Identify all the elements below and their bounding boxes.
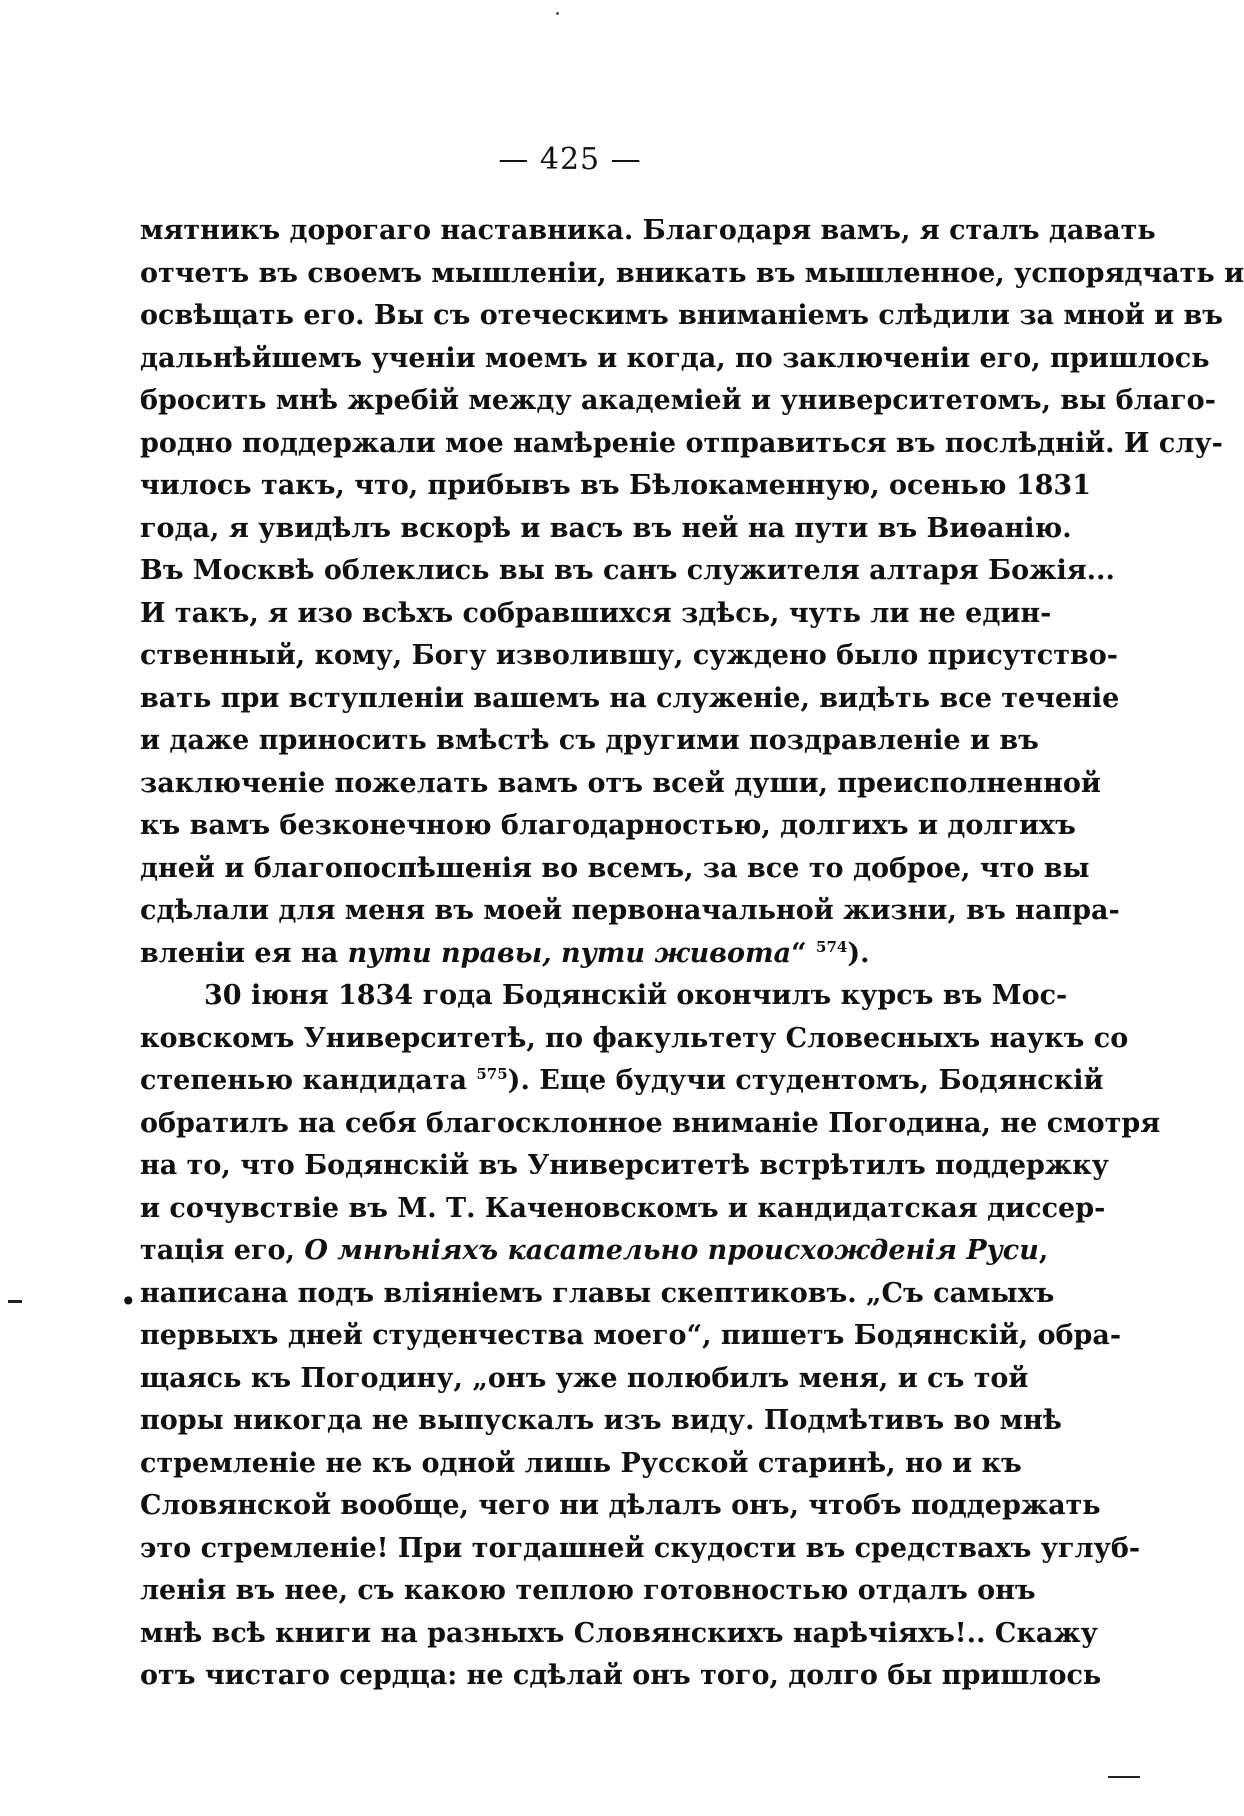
body-text [140,210,1244,1698]
italic-quote: пути правы, пути живота [347,937,792,969]
text-line: это стремленіе! При тогдашней скудости въ средствахъ углуб- [140,1532,1141,1564]
margin-dot-mark: • [120,1285,137,1318]
print-speck [556,12,559,15]
text-line: дней и благопоспѣшенія во всемъ, за все то доброе, что вы [140,852,1090,884]
text-line: вать при вступленіи вашемъ на служеніе, видѣть все теченіе [140,682,1120,714]
text-line: отъ чистаго сердца: не сдѣлай онъ того, долго бы пришлось [140,1660,1102,1691]
text-line: Въ Москвѣ облеклись вы въ санъ служителя алтаря Божія... [140,555,1115,586]
text-line: къ вамъ безконечною благодарностью, долгихъ и долгихъ [140,810,1076,841]
text-segment: степенью кандидата [140,1065,477,1096]
text-line: стремленіе не къ одной лишь Русской старинѣ, но и къ [140,1447,1022,1479]
text-segment: ). Еще будучи студентомъ, Бодянскій [507,1065,1104,1096]
text-line: поры никогда не выпускалъ изъ виду. Подмѣтивъ во мнѣ [140,1405,1062,1436]
text-line: сдѣлали для меня въ моей первоначальной жизни, въ напра- [140,895,1120,926]
margin-dash-mark [1108,1776,1140,1778]
closing-quote: “ [791,937,807,969]
text-line: на то, что Бодянскій въ Университетѣ встрѣтилъ поддержку [140,1150,1109,1181]
text-line: ственный, кому, Богу изволившу, суждено было присутство- [140,640,1118,671]
text-line [140,1230,1049,1273]
text-line: и сочувствіе въ М. Т. Каченовскомъ и кандидатская диссер- [140,1192,1106,1224]
text-line: И такъ, я изо всѣхъ собравшихся здѣсь, чуть ли не един- [140,597,1052,629]
text-line: и даже приносить вмѣстѣ съ другими поздравленіе и въ [140,725,1039,756]
text-line: мятникъ дорогаго наставника. Благодаря вамъ, я сталъ давать [140,215,1156,246]
text-line: чилось такъ, что, прибывъ въ Бѣлокаменную, осенью 1831 [140,470,1091,501]
text-line: обратилъ на себя благосклонное вниманіе Погодина, не смотря [140,1107,1161,1139]
text-line: 30 іюня 1834 года Бодянскій окончилъ курсъ въ Мос- [204,980,1068,1011]
text-segment: вленіи ея на [140,937,348,969]
text-segment: тація его, [140,1235,305,1266]
text-line: отчетъ въ своемъ мышленіи, вникать въ мышленное, успорядчать и [140,257,1244,289]
text-line: заключеніе пожелать вамъ отъ всей души, преисполненной [140,767,1101,799]
text-line: мнѣ всѣ книги на разныхъ Словянскихъ нарѣчіяхъ!.. Скажу [140,1617,1098,1649]
italic-title: О мнѣніяхъ касательно происхожденія Руси [304,1235,1039,1266]
text-segment: ). [847,937,870,969]
page-number: — 425 — [498,142,642,177]
text-line: ленія въ нее, съ какою теплою готовностью отдалъ онъ [140,1575,1036,1606]
footnote-marker: 575 [476,1065,508,1083]
text-line: дальнѣйшемъ ученіи моемъ и когда, по заключеніи его, пришлось [140,342,1210,374]
text-line: года, я увидѣлъ вскорѣ и васъ въ ней на пути въ Виѳанію. [140,512,1072,544]
text-line [140,1060,1104,1103]
text-line: щаясь къ Погодину, „онъ уже полюбилъ меня, и съ той [140,1362,1029,1394]
text-line: родно поддержали мое намѣреніе отправиться въ послѣдній. И слу- [140,427,1223,459]
text-line: написана подъ вліяніемъ главы скептиковъ. „Съ самыхъ [140,1277,1055,1309]
text-line-last [140,933,1000,976]
margin-dash-mark [8,1300,22,1303]
text-line: первыхъ дней студенчества моего“, пишетъ Бодянскій, обра- [140,1320,1122,1351]
text-line: освѣщать его. Вы съ отеческимъ вниманіемъ слѣдили за мной и въ [140,300,1223,331]
text-line: ковскомъ Университетѣ, по факультету Словесныхъ наукъ со [140,1022,1129,1054]
text-segment: , [1038,1235,1049,1266]
text-line: Словянской вообще, чего ни дѣлалъ онъ, чтобъ поддержать [140,1490,1101,1521]
footnote-marker: 574 [816,937,848,956]
text-line: бросить мнѣ жребій между академіей и университетомъ, вы благо- [140,385,1216,416]
